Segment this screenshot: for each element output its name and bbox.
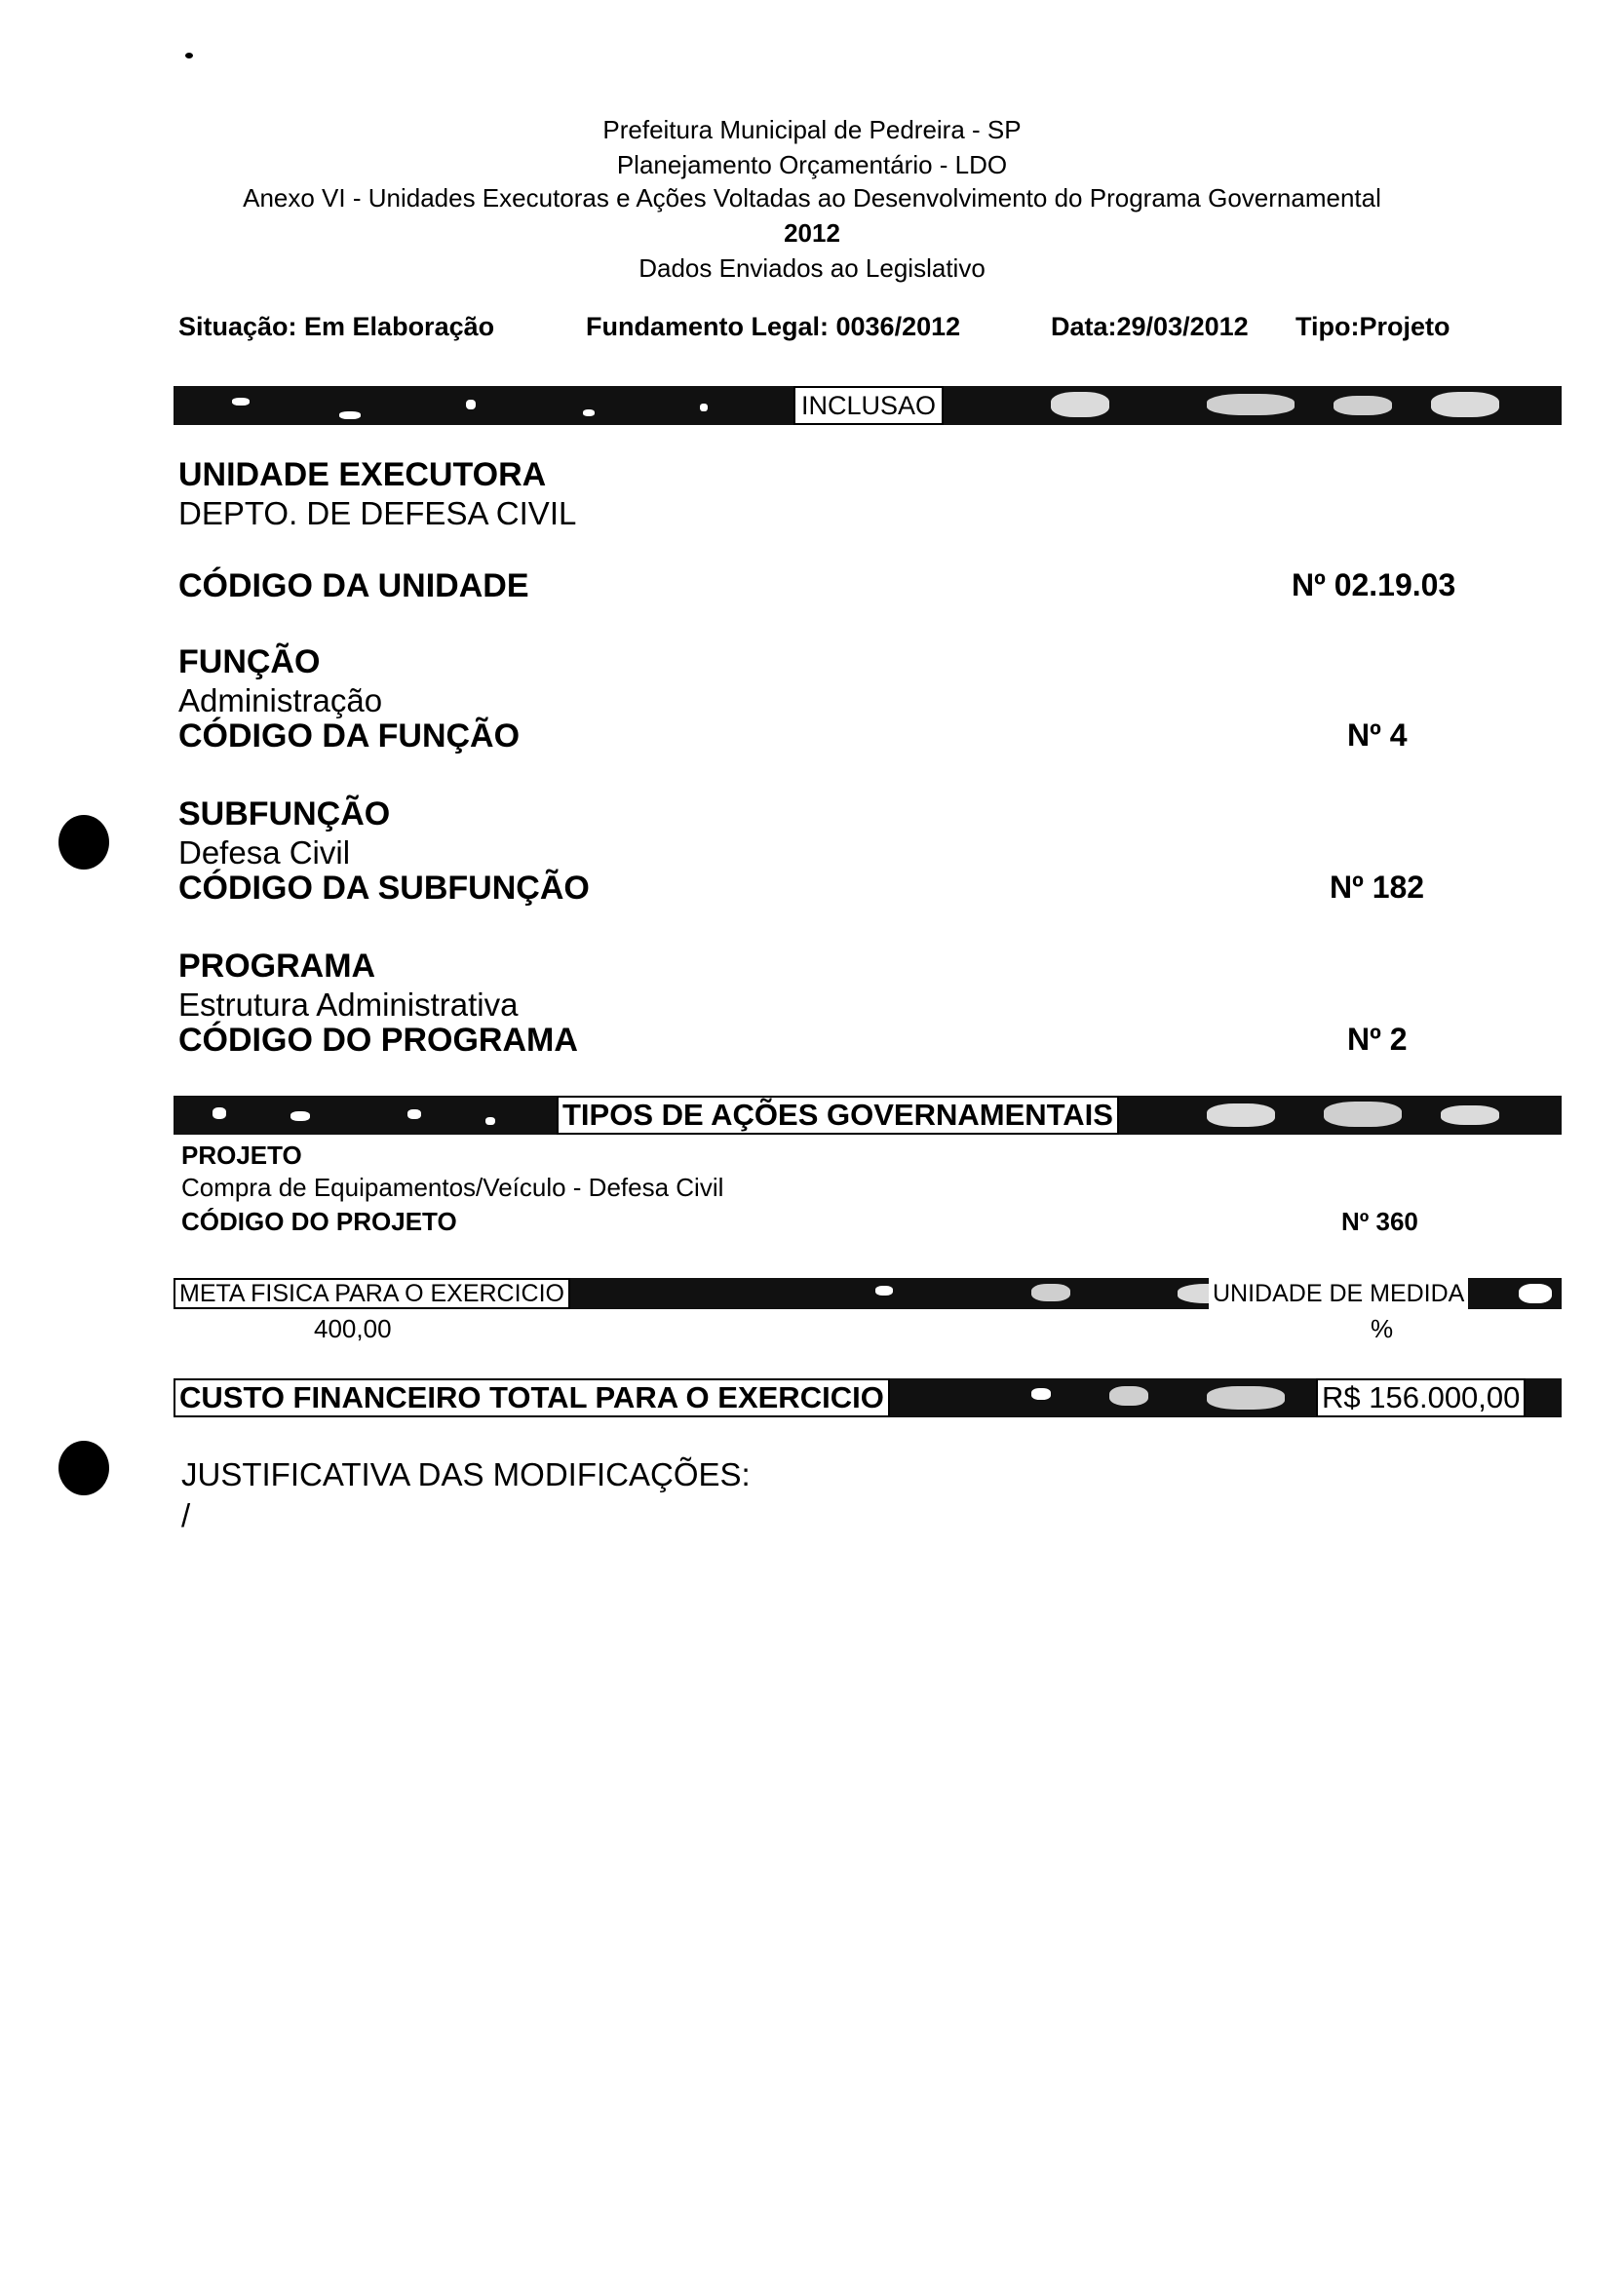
tipos-acoes-bar	[174, 1096, 1562, 1135]
projeto-title: PROJETO	[181, 1141, 302, 1170]
codigo-programa-label: CÓDIGO DO PROGRAMA	[178, 1022, 578, 1059]
meta-fisica-label: META FISICA PARA O EXERCICIO	[174, 1278, 570, 1309]
header-planning: Planejamento Orçamentário - LDO	[616, 150, 1008, 179]
justificativa-label: JUSTIFICATIVA DAS MODIFICAÇÕES:	[181, 1456, 751, 1492]
unidade-medida-value: %	[1371, 1314, 1394, 1343]
custo-financeiro-label: CUSTO FINANCEIRO TOTAL PARA O EXERCICIO	[174, 1378, 890, 1417]
codigo-subfuncao-label: CÓDIGO DA SUBFUNÇÃO	[178, 870, 590, 907]
date-label: Data:29/03/2012	[1051, 312, 1249, 341]
header-sent-to-legislative: Dados Enviados ao Legislativo	[638, 253, 986, 283]
punch-hole-mark	[58, 815, 109, 870]
meta-fisica-bar	[174, 1278, 1562, 1309]
scan-speck-mark	[185, 53, 193, 58]
justificativa-text: /	[181, 1497, 191, 1533]
subfuncao-name: Defesa Civil	[178, 834, 351, 871]
tipo-label: Tipo:Projeto	[1295, 312, 1450, 341]
unidade-executora-title: UNIDADE EXECUTORA	[178, 456, 547, 493]
meta-fisica-value: 400,00	[314, 1314, 392, 1343]
projeto-name: Compra de Equipamentos/Veículo - Defesa Civil	[181, 1173, 724, 1202]
funcao-name: Administração	[178, 682, 383, 718]
programa-name: Estrutura Administrativa	[178, 987, 519, 1023]
inclusao-label: INCLUSAO	[793, 386, 944, 425]
header-annex-title: Anexo VI - Unidades Executoras e Ações Voltadas ao Desenvolvimento do Programa Governamental	[243, 183, 1381, 213]
codigo-subfuncao-value: Nº 182	[1330, 870, 1425, 905]
custo-financeiro-value: R$ 156.000,00	[1316, 1378, 1526, 1417]
codigo-funcao-value: Nº 4	[1347, 717, 1408, 753]
situacao-label: Situação: Em Elaboração	[178, 312, 495, 341]
codigo-projeto-value: Nº 360	[1341, 1207, 1418, 1236]
codigo-projeto-label: CÓDIGO DO PROJETO	[181, 1207, 457, 1236]
custo-financeiro-bar	[174, 1378, 1562, 1417]
tipos-acoes-label: TIPOS DE AÇÕES GOVERNAMENTAIS	[557, 1096, 1119, 1135]
punch-hole-mark	[58, 1441, 109, 1495]
codigo-programa-value: Nº 2	[1347, 1022, 1408, 1057]
header-year: 2012	[784, 218, 840, 248]
programa-title: PROGRAMA	[178, 948, 376, 985]
fundamento-legal-label: Fundamento Legal: 0036/2012	[586, 312, 961, 341]
subfuncao-title: SUBFUNÇÃO	[178, 795, 391, 832]
codigo-unidade-value: Nº 02.19.03	[1292, 567, 1456, 602]
unidade-medida-label: UNIDADE DE MEDIDA	[1209, 1278, 1468, 1309]
unidade-executora-name: DEPTO. DE DEFESA CIVIL	[178, 495, 577, 531]
header-municipality: Prefeitura Municipal de Pedreira - SP	[602, 115, 1022, 144]
funcao-title: FUNÇÃO	[178, 643, 321, 680]
inclusao-bar	[174, 386, 1562, 425]
codigo-unidade-label: CÓDIGO DA UNIDADE	[178, 567, 529, 604]
codigo-funcao-label: CÓDIGO DA FUNÇÃO	[178, 717, 521, 755]
